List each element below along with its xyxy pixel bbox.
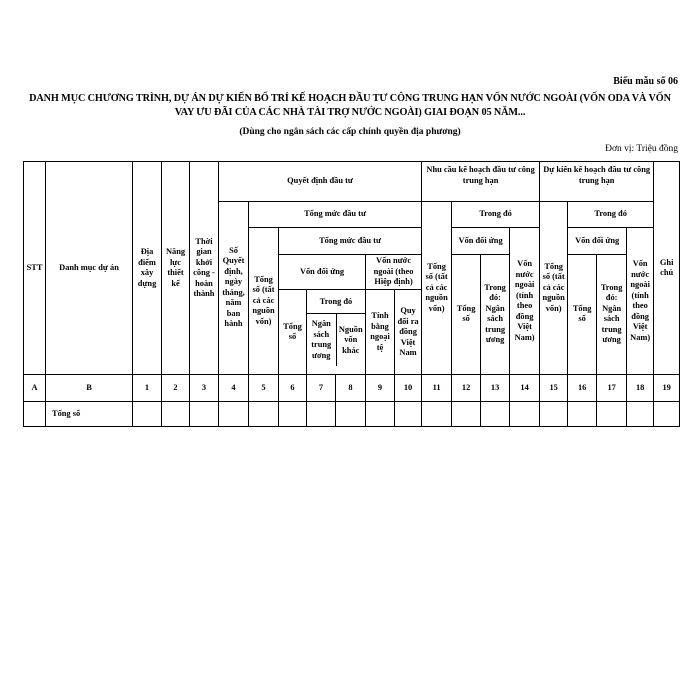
column-code: 1 xyxy=(133,375,162,401)
table-cell xyxy=(627,401,654,426)
header-other-sources: Nguồn vốn khác xyxy=(338,324,363,355)
total-row xyxy=(24,401,680,426)
table-cell xyxy=(395,401,422,426)
table-cell xyxy=(162,401,190,426)
header-counterpart-total: Tổng số xyxy=(279,290,307,375)
column-code: 7 xyxy=(307,375,336,401)
header-total-all-sources: Tổng số (tất cả các nguồn vốn) xyxy=(249,228,279,375)
header-timeline: Thời gian khởi công - hoàn thành xyxy=(190,162,219,375)
header-of-which-group xyxy=(307,290,366,375)
project-table xyxy=(23,161,680,427)
header-total-investment-inner: Tổng mức đầu tư xyxy=(279,228,422,254)
column-code: 6 xyxy=(279,375,307,401)
column-code: 3 xyxy=(190,375,219,401)
header-need-total-all: Tổng số (tất cả các nguồn vốn) xyxy=(422,201,452,375)
column-code: 11 xyxy=(422,375,452,401)
table-cell xyxy=(24,401,46,426)
document-subtitle: (Dùng cho ngân sách các cấp chính quyền địa phương) xyxy=(239,127,461,137)
header-need-counterpart: Vốn đối ứng xyxy=(452,228,510,254)
column-code: 5 xyxy=(249,375,279,401)
column-code: 9 xyxy=(366,375,395,401)
table-cell xyxy=(481,401,510,426)
header-central-budget: Ngân sách trung ương xyxy=(307,314,337,366)
table-cell xyxy=(510,401,540,426)
table-cell xyxy=(568,401,597,426)
header-project-list: Danh mục dự án xyxy=(46,162,133,375)
table-cell xyxy=(540,401,568,426)
header-foreign-currency: Tính bằng ngoại tệ xyxy=(366,290,395,375)
header-expected-foreign-vnd: Vốn nước ngoài (tính theo đồng Việt Nam) xyxy=(627,228,654,375)
table-cell xyxy=(219,401,249,426)
column-code: A xyxy=(24,375,46,401)
form-number: Biểu mẫu số 06 xyxy=(613,76,678,87)
header-stt: STT xyxy=(24,162,46,375)
table-cell xyxy=(307,401,336,426)
header-foreign-capital: Vốn nước ngoài (theo Hiệp định) xyxy=(366,254,422,290)
table-cell xyxy=(422,401,452,426)
column-code: 2 xyxy=(162,375,190,401)
unit-label: Đơn vị: Triệu đồng xyxy=(605,144,678,154)
header-investment-decision: Quyết định đầu tư xyxy=(219,162,422,202)
column-code: 16 xyxy=(568,375,597,401)
table-cell xyxy=(190,401,219,426)
table-cell xyxy=(249,401,279,426)
header-expected-of-which: Trong đó xyxy=(568,201,654,227)
header-expected-central-budget: Trong đó: Ngân sách trung ương xyxy=(597,254,627,375)
header-need-foreign-vnd: Vốn nước ngoài (tính theo đồng Việt Nam) xyxy=(510,228,540,375)
column-code: 19 xyxy=(654,375,680,401)
table-cell xyxy=(133,401,162,426)
header-total-investment: Tổng mức đầu tư xyxy=(249,201,422,227)
column-code: 12 xyxy=(452,375,481,401)
table-cell xyxy=(336,401,366,426)
column-code: 18 xyxy=(627,375,654,401)
table-cell xyxy=(366,401,395,426)
column-code: 10 xyxy=(395,375,422,401)
header-capacity: Năng lực thiết kế xyxy=(162,162,190,375)
column-code: B xyxy=(46,375,133,401)
header-decision-number: Số Quyết định, ngày tháng, năm ban hành xyxy=(219,201,249,375)
header-need-plan: Nhu cầu kế hoạch đầu tư công trung hạn xyxy=(422,162,540,202)
header-need-counterpart-total: Tổng số xyxy=(452,254,481,375)
header-location: Địa điểm xây dựng xyxy=(133,162,162,375)
table-cell xyxy=(654,401,680,426)
column-code: 4 xyxy=(219,375,249,401)
column-code: 17 xyxy=(597,375,627,401)
column-code: 15 xyxy=(540,375,568,401)
header-expected-plan: Dự kiến kế hoạch đầu tư công trung hạn xyxy=(540,162,654,202)
column-code: 14 xyxy=(510,375,540,401)
column-code: 13 xyxy=(481,375,510,401)
column-code-row xyxy=(24,375,680,401)
document-title: DANH MỤC CHƯƠNG TRÌNH, DỰ ÁN DỰ KIẾN BỐ TRÍ KẾ HOẠCH ĐẦU TƯ CÔNG TRUNG HẠN VỐN NƯỚC NGOÀI (VỐN ODA VÀ VỐN VAY ƯU ĐÃI CỦA CÁC NHÀ TÀI TRỢ NƯỚC NGOÀI) GIAI ĐOẠN 05 NĂM... xyxy=(29,93,671,118)
total-row-label: Tổng số xyxy=(46,401,133,426)
table-cell xyxy=(452,401,481,426)
header-notes: Ghi chú xyxy=(654,162,680,375)
table-cell xyxy=(279,401,307,426)
header-need-central-budget: Trong đó: Ngân sách trung ương xyxy=(481,254,510,375)
header-expected-total-all: Tổng số (tất cả các nguồn vốn) xyxy=(540,201,568,375)
header-need-of-which: Trong đó xyxy=(452,201,540,227)
header-expected-counterpart: Vốn đối ứng xyxy=(568,228,627,254)
table-cell xyxy=(597,401,627,426)
header-counterpart-of-which: Trong đó xyxy=(307,290,365,314)
header-vnd-equivalent: Quy đổi ra đồng Việt Nam xyxy=(395,290,422,375)
header-expected-counterpart-total: Tổng số xyxy=(568,254,597,375)
header-counterpart-capital: Vốn đối ứng xyxy=(279,254,366,290)
column-code: 8 xyxy=(336,375,366,401)
